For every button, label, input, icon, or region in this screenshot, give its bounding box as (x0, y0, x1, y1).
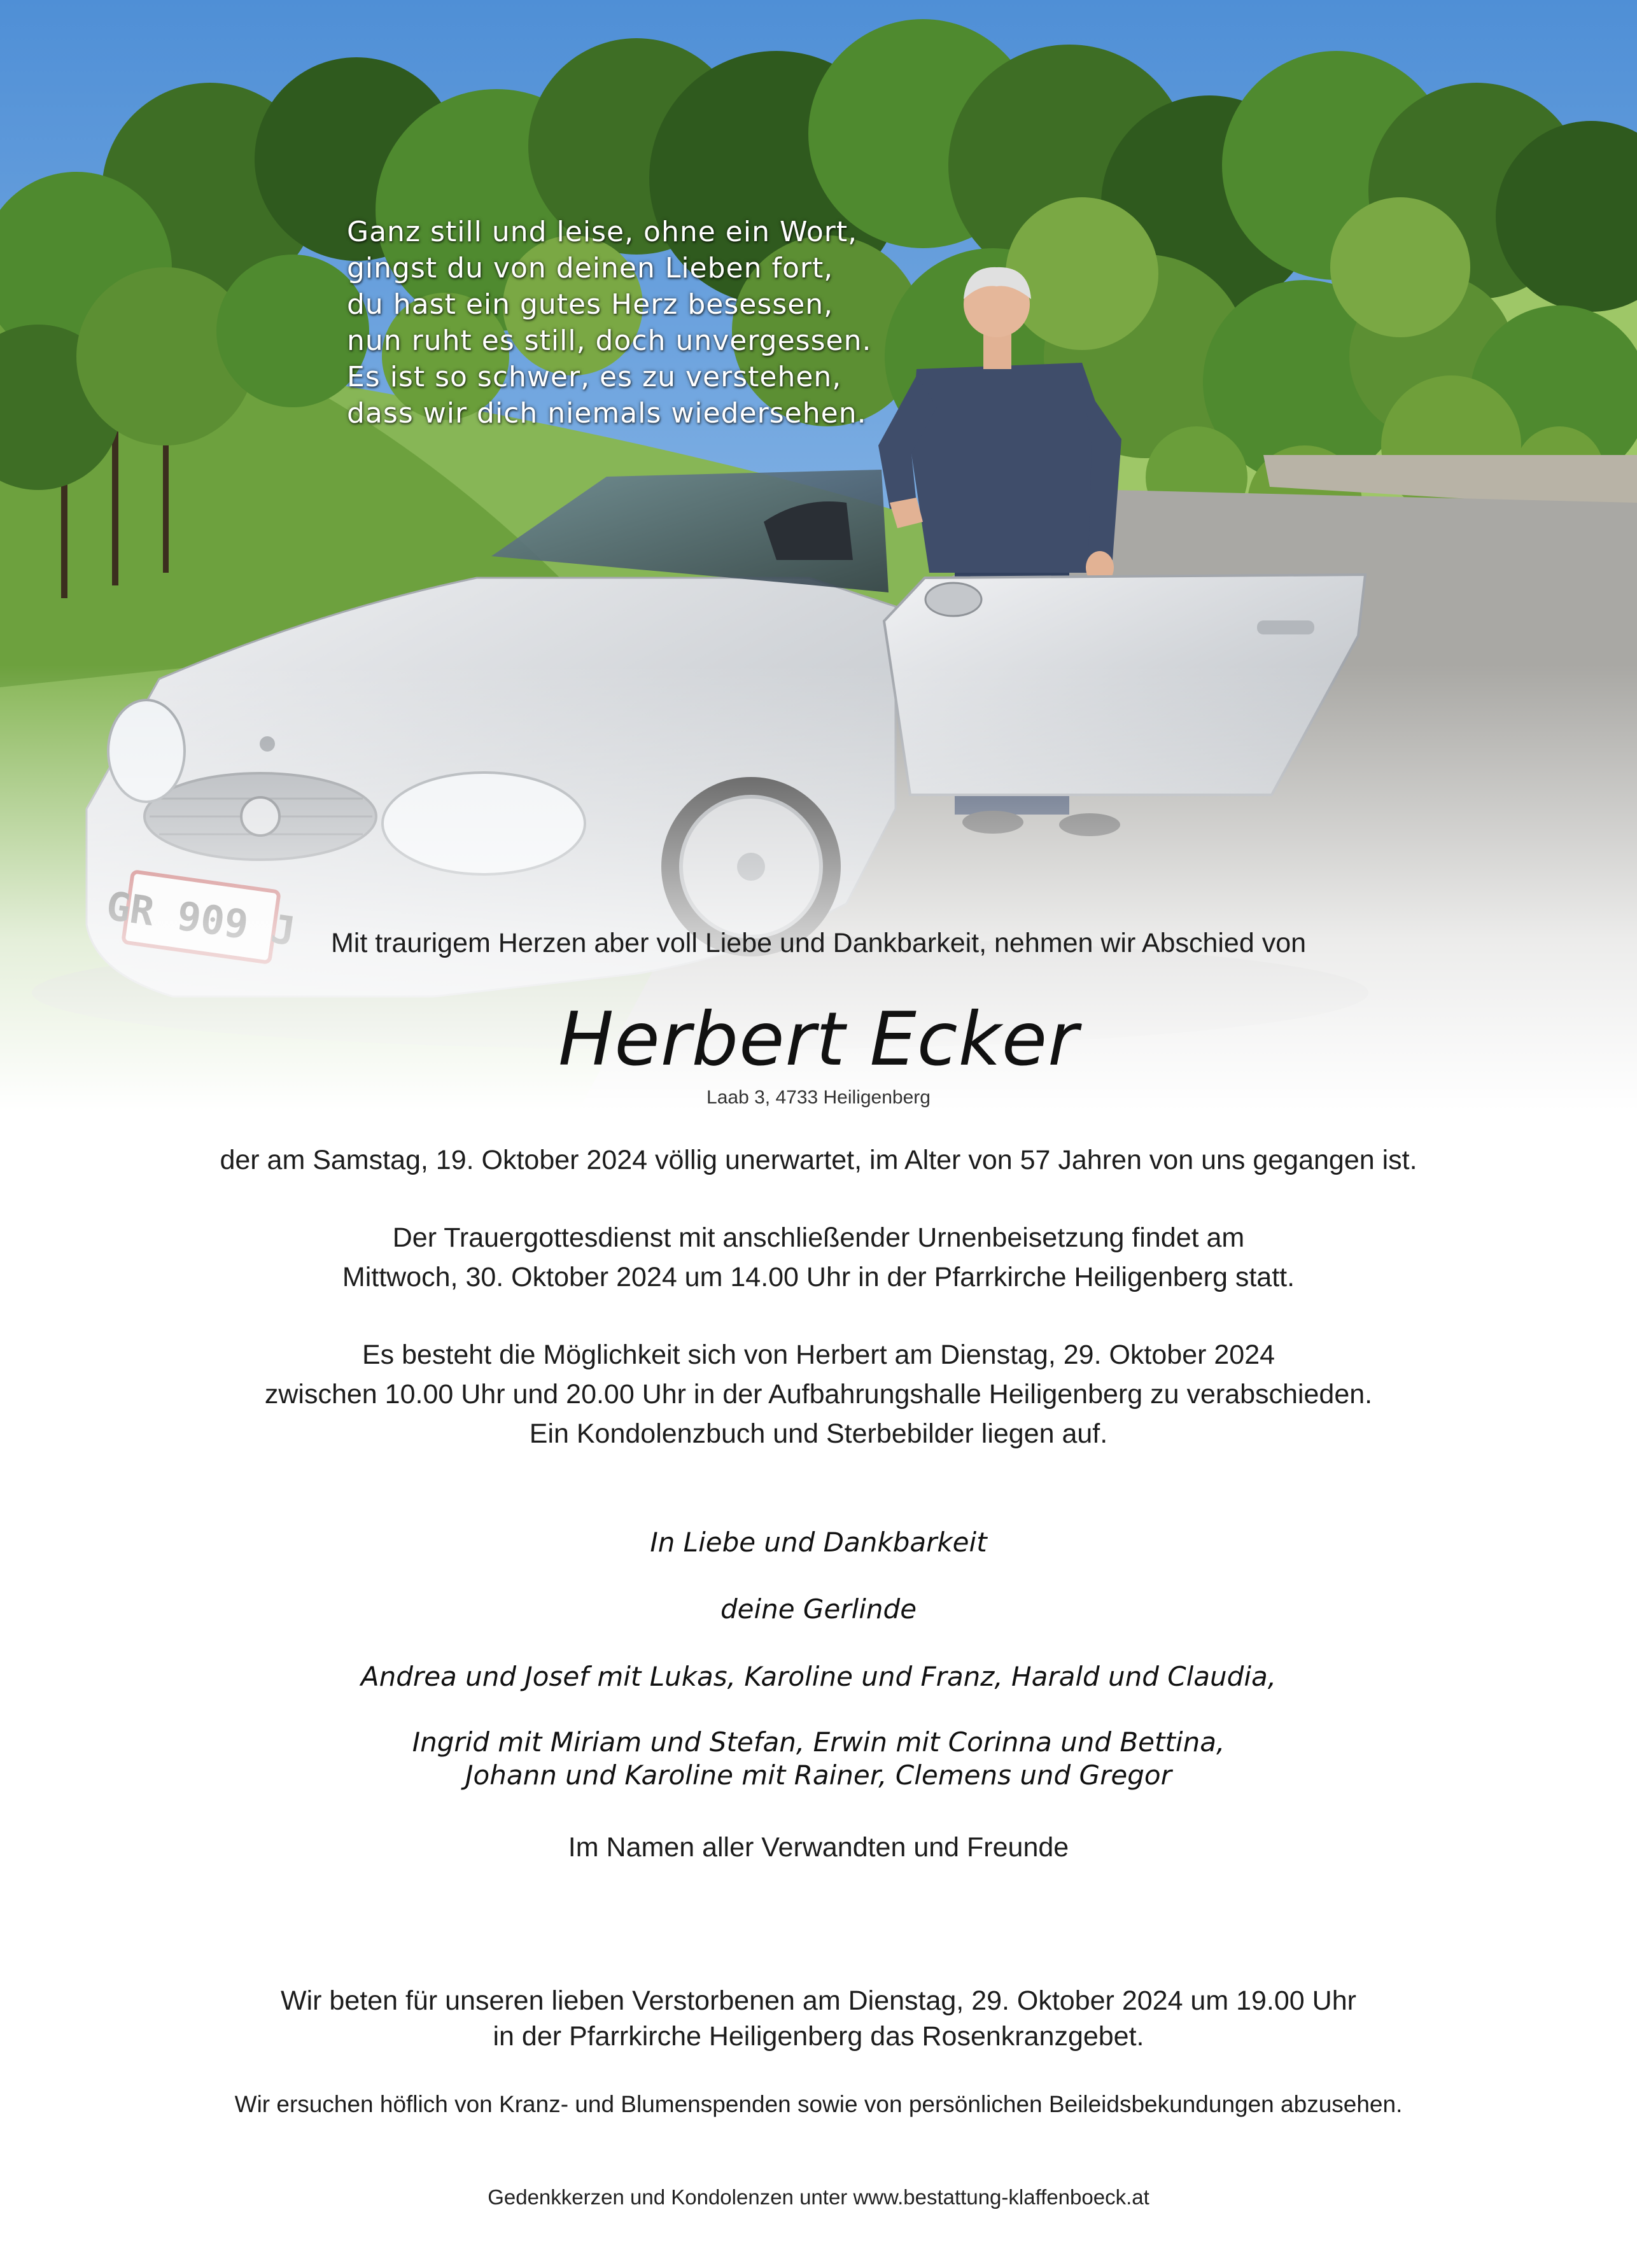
grandchildren-line: Johann und Karoline mit Rainer, Clemens und Gregor (465, 1760, 1172, 1791)
relatives-friends: Im Namen aller Verwandten und Freunde (568, 1832, 1069, 1863)
poem-line: du hast ein gutes Herz besessen, (347, 288, 834, 321)
footer-condolences: Gedenkkerzen und Kondolenzen unter www.bestattung-klaffenboeck.at (488, 2185, 1149, 2209)
viewing-line: Es besteht die Möglichkeit sich von Herbert am Dienstag, 29. Oktober 2024 (362, 1340, 1275, 1370)
poem-line: nun ruht es still, doch unvergessen. (347, 325, 872, 357)
closing-phrase: In Liebe und Dankbarkeit (650, 1527, 987, 1558)
viewing-line: Ein Kondolenzbuch und Sterbebilder liegen auf. (529, 1418, 1108, 1449)
service-line: Der Trauergottesdienst mit anschließender Urnenbeisetzung findet am (392, 1222, 1245, 1253)
donation-request: Wir ersuchen höflich von Kranz- und Blumenspenden sowie von persönlichen Beileidsbekundungen abzusehen. (234, 2091, 1403, 2117)
poem-line: Es ist so schwer, es zu verstehen, (347, 361, 842, 393)
poem-line: dass wir dich niemals wiedersehen. (347, 397, 867, 430)
grandchildren-line: Ingrid mit Miriam und Stefan, Erwin mit Corinna und Bettina, (412, 1726, 1225, 1758)
spouse-name: deine Gerlinde (720, 1593, 917, 1625)
deceased-address: Laab 3, 4733 Heiligenberg (706, 1087, 931, 1108)
intro-text: Mit traurigem Herzen aber voll Liebe und Dankbarkeit, nehmen wir Abschied von (330, 928, 1307, 958)
rosary-line: in der Pfarrkirche Heiligenberg das Rosenkranzgebet. (493, 2021, 1144, 2052)
grandchildren-names (0, 1726, 1637, 1792)
poem-line: gingst du von deinen Lieben fort, (347, 252, 834, 284)
memorial-poem (347, 214, 1302, 431)
death-notice: der am Samstag, 19. Oktober 2024 völlig unerwartet, im Alter von 57 Jahren von uns gegangen ist. (220, 1145, 1417, 1175)
funeral-service (0, 1218, 1637, 1297)
deceased-name: Herbert Ecker (558, 997, 1079, 1082)
service-line: Mittwoch, 30. Oktober 2024 um 14.00 Uhr in der Pfarrkirche Heiligenberg statt. (342, 1262, 1295, 1292)
viewing-line: zwischen 10.00 Uhr und 20.00 Uhr in der Aufbahrungshalle Heiligenberg zu verabschieden. (264, 1379, 1373, 1410)
rosary-info (0, 1983, 1637, 2054)
children-names: Andrea und Josef mit Lukas, Karoline und Franz, Harald und Claudia, (360, 1661, 1277, 1692)
poem-line: Ganz still und leise, ohne ein Wort, (347, 216, 858, 248)
viewing-info (0, 1335, 1637, 1453)
rosary-line: Wir beten für unseren lieben Verstorbenen am Dienstag, 29. Oktober 2024 um 19.00 Uhr (281, 1985, 1356, 2016)
